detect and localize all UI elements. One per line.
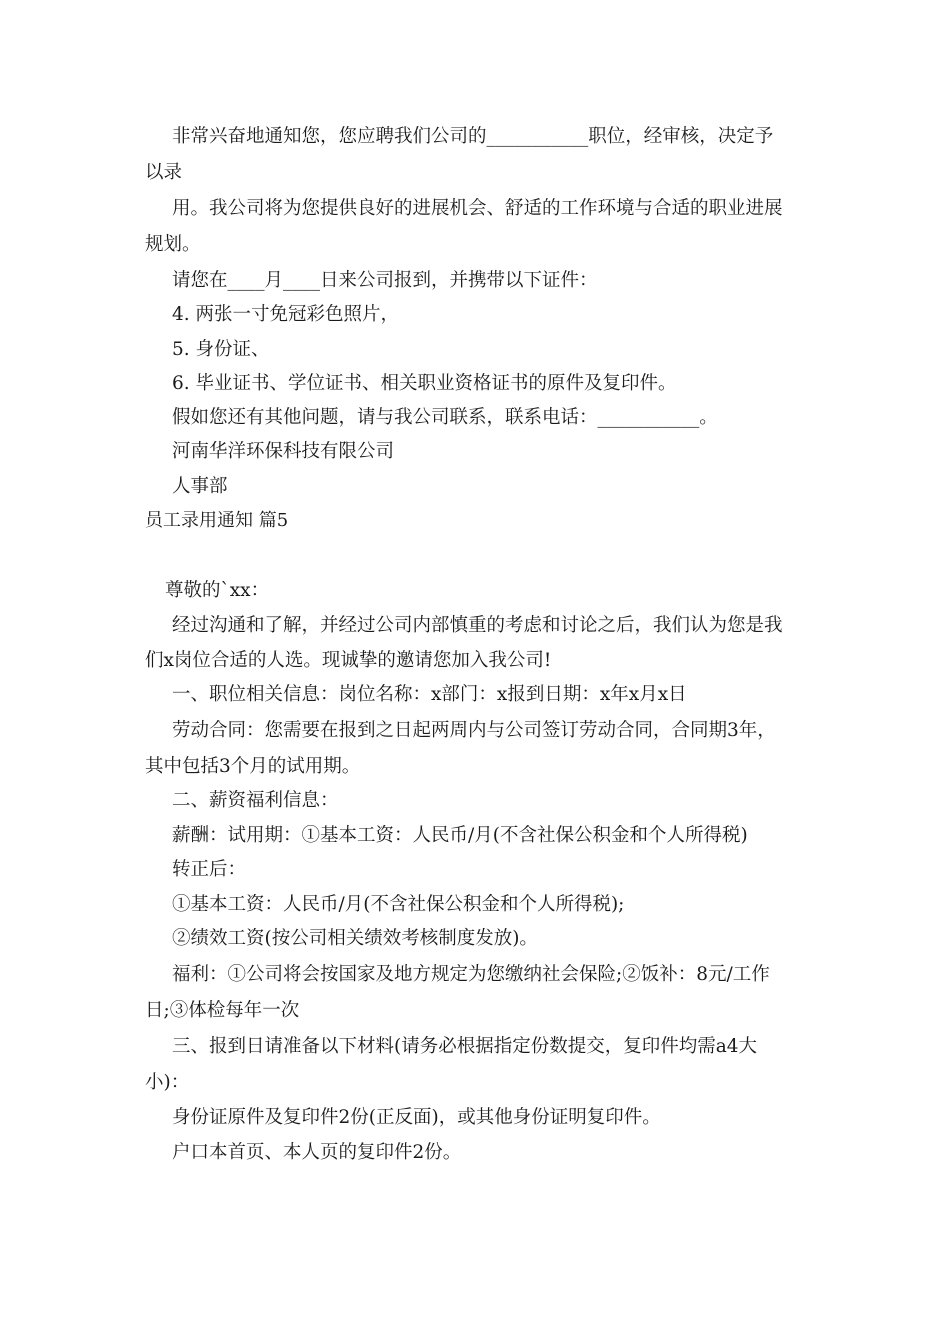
salary-trial-line: 薪酬：试用期：①基本工资：人民币/月(不含社保公积金和个人所得税) [172, 825, 748, 846]
contact-line: 假如您还有其他问题，请与我公司联系，联系电话：___________。 [172, 407, 718, 428]
company-name: 河南华洋环保科技有限公司 [172, 441, 395, 462]
offer-paragraph-line: 非常兴奋地通知您，您应聘我们公司的___________职位，经审核，决定予 [172, 126, 774, 147]
hukou-line: 户口本首页、本人页的复印件2份。 [172, 1142, 462, 1163]
report-date-line: 请您在____月____日来公司报到，并携带以下证件： [172, 270, 598, 291]
salutation: 尊敬的`xx： [165, 580, 270, 601]
offer-paragraph-line: 以录 [145, 162, 183, 183]
list-item: 5. 身份证、 [172, 339, 270, 360]
offer-paragraph-line: 规划。 [145, 234, 201, 255]
after-regular-label: 转正后： [172, 859, 247, 880]
list-item: 6. 毕业证书、学位证书、相关职业资格证书的原件及复印件。 [172, 373, 677, 394]
offer-paragraph-line: 用。我公司将为您提供良好的进展机会、舒适的工作环境与合适的职业进展 [172, 198, 783, 219]
job-info-line: 一、职位相关信息：岗位名称：x部门：x报到日期：x年x月x日 [172, 684, 687, 705]
contract-line: 劳动合同：您需要在报到之日起两周内与公司签订劳动合同，合同期3年， [172, 720, 776, 741]
performance-pay-line: ②绩效工资(按公司相关绩效考核制度发放)。 [172, 928, 538, 949]
id-documents-line: 身份证原件及复印件2份(正反面)，或其他身份证明复印件。 [172, 1107, 661, 1128]
contract-line: 其中包括3个月的试用期。 [145, 756, 361, 777]
department-name: 人事部 [172, 476, 228, 497]
base-pay-line: ①基本工资：人民币/月(不含社保公积金和个人所得税); [172, 894, 625, 915]
salary-heading: 二、薪资福利信息： [172, 790, 339, 811]
intro-line: 们x岗位合适的人选。现诚挚的邀请您加入我公司! [145, 650, 552, 671]
materials-line: 小)： [145, 1072, 190, 1093]
intro-line: 经过沟通和了解，并经过公司内部慎重的考虑和讨论之后，我们认为您是我 [172, 615, 783, 636]
benefits-line: 福利：①公司将会按国家及地方规定为您缴纳社会保险;②饭补：8元/工作 [172, 964, 770, 985]
benefits-line: 日;③体检每年一次 [145, 1000, 300, 1021]
section-heading: 员工录用通知 篇5 [145, 510, 289, 531]
list-item: 4. 两张一寸免冠彩色照片， [172, 304, 400, 325]
materials-line: 三、报到日请准备以下材料(请务必根据指定份数提交，复印件均需a4大 [172, 1036, 758, 1057]
